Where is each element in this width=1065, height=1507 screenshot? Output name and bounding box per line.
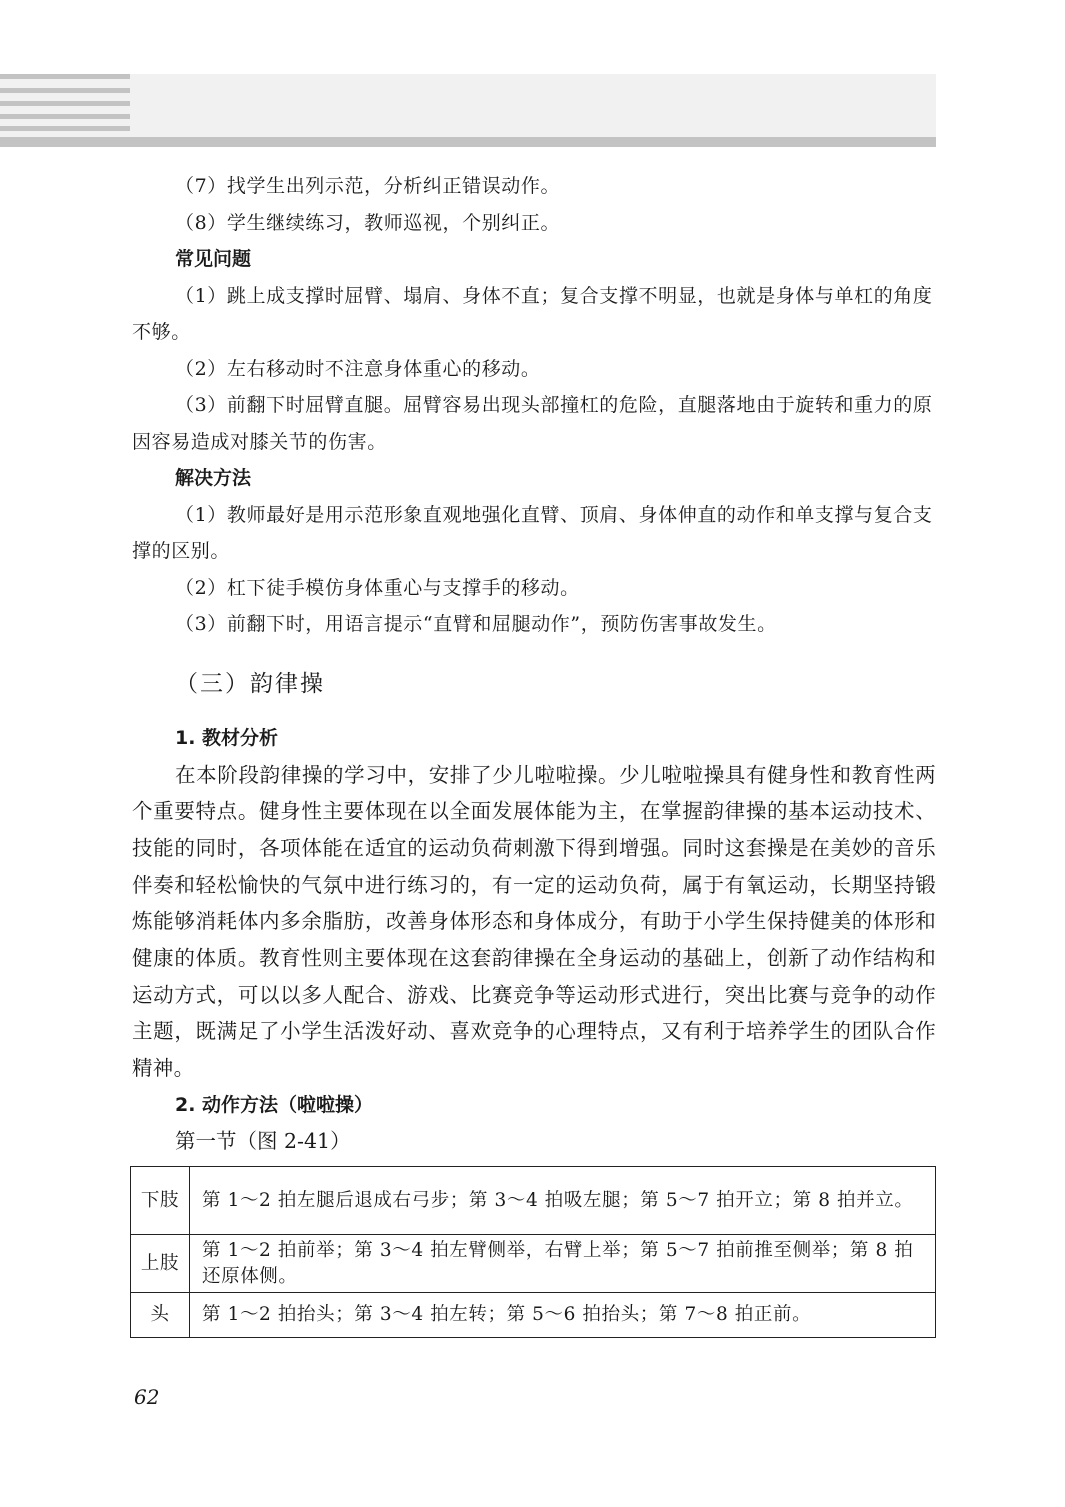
solution-item: （1）教师最好是用示范形象直观地强化直臂、顶肩、身体伸直的动作和单支撑与复合支撑的区别。 [132, 503, 933, 562]
header-stripe [0, 74, 130, 79]
movement-cell: 第 1～2 拍前举；第 3～4 拍左臂侧举，右臂上举；第 5～7 拍前推至侧举；第 8 拍还原体侧。 [190, 1235, 936, 1293]
problem-item: （2）左右移动时不注意身体重心的移动。 [175, 357, 541, 380]
body-part-cell: 下肢 [131, 1167, 190, 1235]
movement-cell: 第 1～2 拍抬头；第 3～4 拍左转；第 5～6 拍抬头；第 7～8 拍正前。 [190, 1293, 936, 1338]
table-row [131, 1235, 936, 1293]
procedure-step: （8）学生继续练习，教师巡视，个别纠正。 [175, 211, 561, 234]
header-stripe [0, 126, 130, 131]
analysis-title: 1. 教材分析 [175, 727, 279, 749]
solution-item: （3）前翻下时，用语言提示“直臂和屈腿动作”，预防伤害事故发生。 [175, 613, 777, 635]
procedure-step: （7）找学生出列示范，分析纠正错误动作。 [175, 175, 561, 197]
solutions-title: 解决方法 [175, 467, 252, 489]
page-number: 62 [134, 1385, 160, 1409]
header-stripe [0, 114, 130, 119]
table-row [131, 1293, 936, 1338]
common-problems-title: 常见问题 [175, 248, 252, 270]
analysis-paragraph: 在本阶段韵律操的学习中，安排了少儿啦啦操。少儿啦啦操具有健身性和教育性两个重要特点。健身性主要体现在以全面发展体能为主，在掌握韵律操的基本运动技术、技能的同时，各项体能在适宜的运动负荷刺激下得到增强。同时这套操是在美妙的音乐伴奏和轻松愉快的气氛中进行练习的，有一定的运动负荷，属于有氧运动，长期坚持锻炼能够消耗体内多余脂肪，改善身体形态和身体成分，有助于小学生保持健美的体形和健康的体质。教育性则主要体现在这套韵律操在全身运动的基础上，创新了动作结构和运动方式，可以以多人配合、游戏、比赛竞争等运动形式进行，突出比赛与竞争的动作主题，既满足了小学生活泼好动、喜欢竞争的心理特点，又有利于培养学生的团队合作精神。 [132, 762, 936, 1081]
header-stripe [0, 101, 130, 106]
problem-item: （1）跳上成支撑时屈臂、塌肩、身体不直；复合支撑不明显，也就是身体与单杠的角度不够。 [132, 284, 933, 343]
header-bar [0, 137, 936, 147]
table-row [131, 1167, 936, 1235]
analysis-block [132, 720, 936, 1159]
header-stripe [0, 88, 130, 93]
section-heading: （三）韵律操 [175, 671, 325, 697]
top-text-block [132, 168, 936, 643]
movement-table [130, 1166, 936, 1338]
body-part-cell: 上肢 [131, 1235, 190, 1293]
subsection-title: 第一节（图 2-41） [175, 1129, 351, 1154]
section-heading-wrap [132, 665, 936, 698]
movement-cell: 第 1～2 拍左腿后退成右弓步；第 3～4 拍吸左腿；第 5～7 拍开立；第 8 拍并立。 [190, 1167, 936, 1235]
solution-item: （2）杠下徒手模仿身体重心与支撑手的移动。 [175, 576, 580, 599]
body-part-cell: 头 [131, 1293, 190, 1338]
problem-item: （3）前翻下时屈臂直腿。屈臂容易出现头部撞杠的危险，直腿落地由于旋转和重力的原因容易造成对膝关节的伤害。 [132, 394, 933, 453]
method-title: 2. 动作方法（啦啦操） [175, 1093, 374, 1116]
